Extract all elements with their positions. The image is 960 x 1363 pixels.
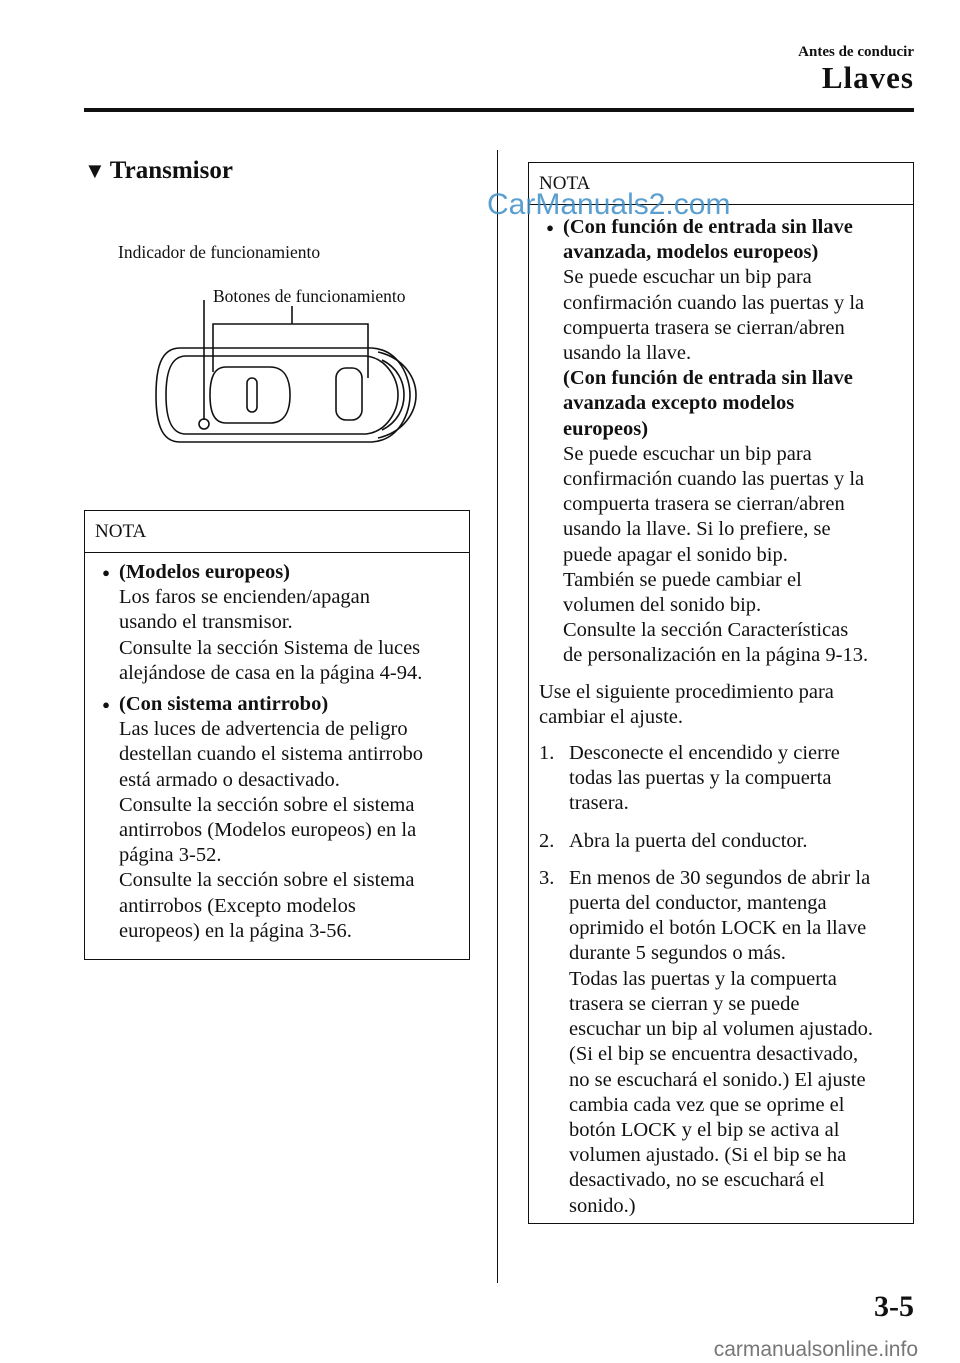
running-header-section: Antes de conducir [798,44,914,60]
note-line: Se puede escuchar un bip para [563,266,812,289]
note-line: Las luces de advertencia de peligro [119,718,408,741]
note-line: Los faros se encienden/apagan [119,586,371,609]
step-line: sonido.) [569,1194,636,1217]
intro-line: cambiar el ajuste. [539,705,684,728]
column-divider [497,150,498,1283]
step-line: trasera. [569,792,629,815]
bullet-icon: ● [546,220,554,235]
step-line: durante 5 segundos o más. [569,942,786,965]
step-line: desactivado, no se escuchará el [569,1169,825,1192]
note-line: de personalización en la página 9-13. [563,644,869,667]
indicator-light [199,419,209,429]
step-line: no se escuchará el sonido.) El ajuste [569,1068,866,1091]
step-line: oprimido el botón LOCK en la llave [569,917,867,940]
fob-outline [156,348,410,442]
step-line: Abra la puerta del conductor. [569,829,808,852]
steps-list [539,741,905,1219]
section-title-text: Transmisor [109,157,233,184]
trunk-button [336,368,362,420]
note-item [537,215,905,669]
bullet-icon: ● [102,697,110,713]
running-header-chapter: Llaves [821,60,914,95]
lock-unlock-button [210,367,290,423]
bullet-icon: ● [102,565,110,580]
note-line: antirrobos (Excepto modelos [119,894,356,917]
step-number: 1. [539,742,555,765]
note-line: destellan cuando el sistema antirrobo [119,743,423,766]
note-item-title: avanzada, modelos europeos) [563,241,819,264]
step-line: En menos de 30 segundos de abrir la [569,866,871,889]
step-line: cambia cada vez que se oprime el [569,1093,845,1116]
note-line: Consulte la sección sobre el sistema [119,793,415,816]
step-line: todas las puertas y la compuerta [569,767,832,790]
note-item-title: (Con función de entrada sin llave [563,367,853,390]
note-heading: NOTA [529,163,913,205]
note-item-title: europeos) [563,417,649,440]
note-item-title: (Con función de entrada sin llave [563,216,853,238]
fob-inner-outline [166,356,398,434]
step-number: 2. [539,829,555,852]
note-box-right [528,162,914,1224]
note-line: compuerta trasera se cierran/abren [563,493,845,516]
note-item [93,692,461,944]
buttons-leader-bracket [213,324,368,378]
note-line: puede apagar el sonido bip. [563,543,788,566]
step-line: Todas las puertas y la compuerta [569,967,837,990]
note-item-title: (Con sistema antirrobo) [119,693,329,716]
step-line: Desconecte el encendido y cierre [569,742,840,765]
transmitter-diagram [150,300,420,450]
step-line: volumen ajustado. (Si el bip se ha [569,1144,847,1167]
step-line: escuchar un bip al volumen ajustado. [569,1018,873,1041]
intro-paragraph [539,680,905,730]
note-line: usando la llave. [563,342,692,365]
step-line: botón LOCK y el bip se activa al [569,1118,840,1141]
note-line: está armado o desactivado. [119,768,340,791]
note-line: Se puede escuchar un bip para [563,442,812,465]
note-line: antirrobos (Modelos europeos) en la [119,819,417,842]
note-line: Consulte la sección sobre el sistema [119,869,415,892]
section-triangle-icon: ▼ [84,158,106,183]
note-item [93,560,461,686]
note-line: confirmación cuando las puertas y la [563,291,865,314]
note-line: europeos) en la página 3-56. [119,919,352,942]
note-item-title: avanzada excepto modelos [563,392,795,415]
note-line: Consulte la sección Sistema de luces [119,636,421,659]
note-line: volumen del sonido bip. [563,594,762,617]
note-box-left [84,510,470,960]
intro-line: Use el siguiente procedimiento para [539,680,834,703]
note-line: página 3-52. [119,844,222,867]
step-number: 3. [539,866,555,889]
fob-end-inner [382,360,404,430]
note-line: También se puede cambiar el [563,568,802,591]
note-line: alejándose de casa en la página 4-94. [119,661,423,684]
note-line: Consulte la sección Características [563,619,849,642]
note-heading: NOTA [85,511,469,553]
label-buttons: Botones de funcionamiento [213,286,406,306]
label-indicator: Indicador de funcionamiento [118,242,321,262]
note-line: usando el transmisor. [119,611,293,634]
note-line: compuerta trasera se cierran/abren [563,316,845,339]
footer-watermark: carmanualsonline.info [713,1338,918,1361]
step-line: puerta del conductor, mantenga [569,892,827,915]
step-line: trasera se cierran y se puede [569,992,800,1015]
note-item-title: (Modelos europeos) [119,561,291,583]
watermark-carmanuals: CarManuals2.com [487,188,731,221]
step-item [539,829,905,854]
note-line: confirmación cuando las puertas y la [563,468,865,491]
step-line: (Si el bip se encuentra desactivado, [569,1043,859,1066]
header-rule [84,108,914,112]
button-divider [247,378,257,412]
page-number: 3-5 [874,1290,914,1323]
section-title [84,157,233,185]
note-line: usando la llave. Si lo prefiere, se [563,518,831,541]
step-item [539,866,905,1219]
step-item [539,741,905,817]
